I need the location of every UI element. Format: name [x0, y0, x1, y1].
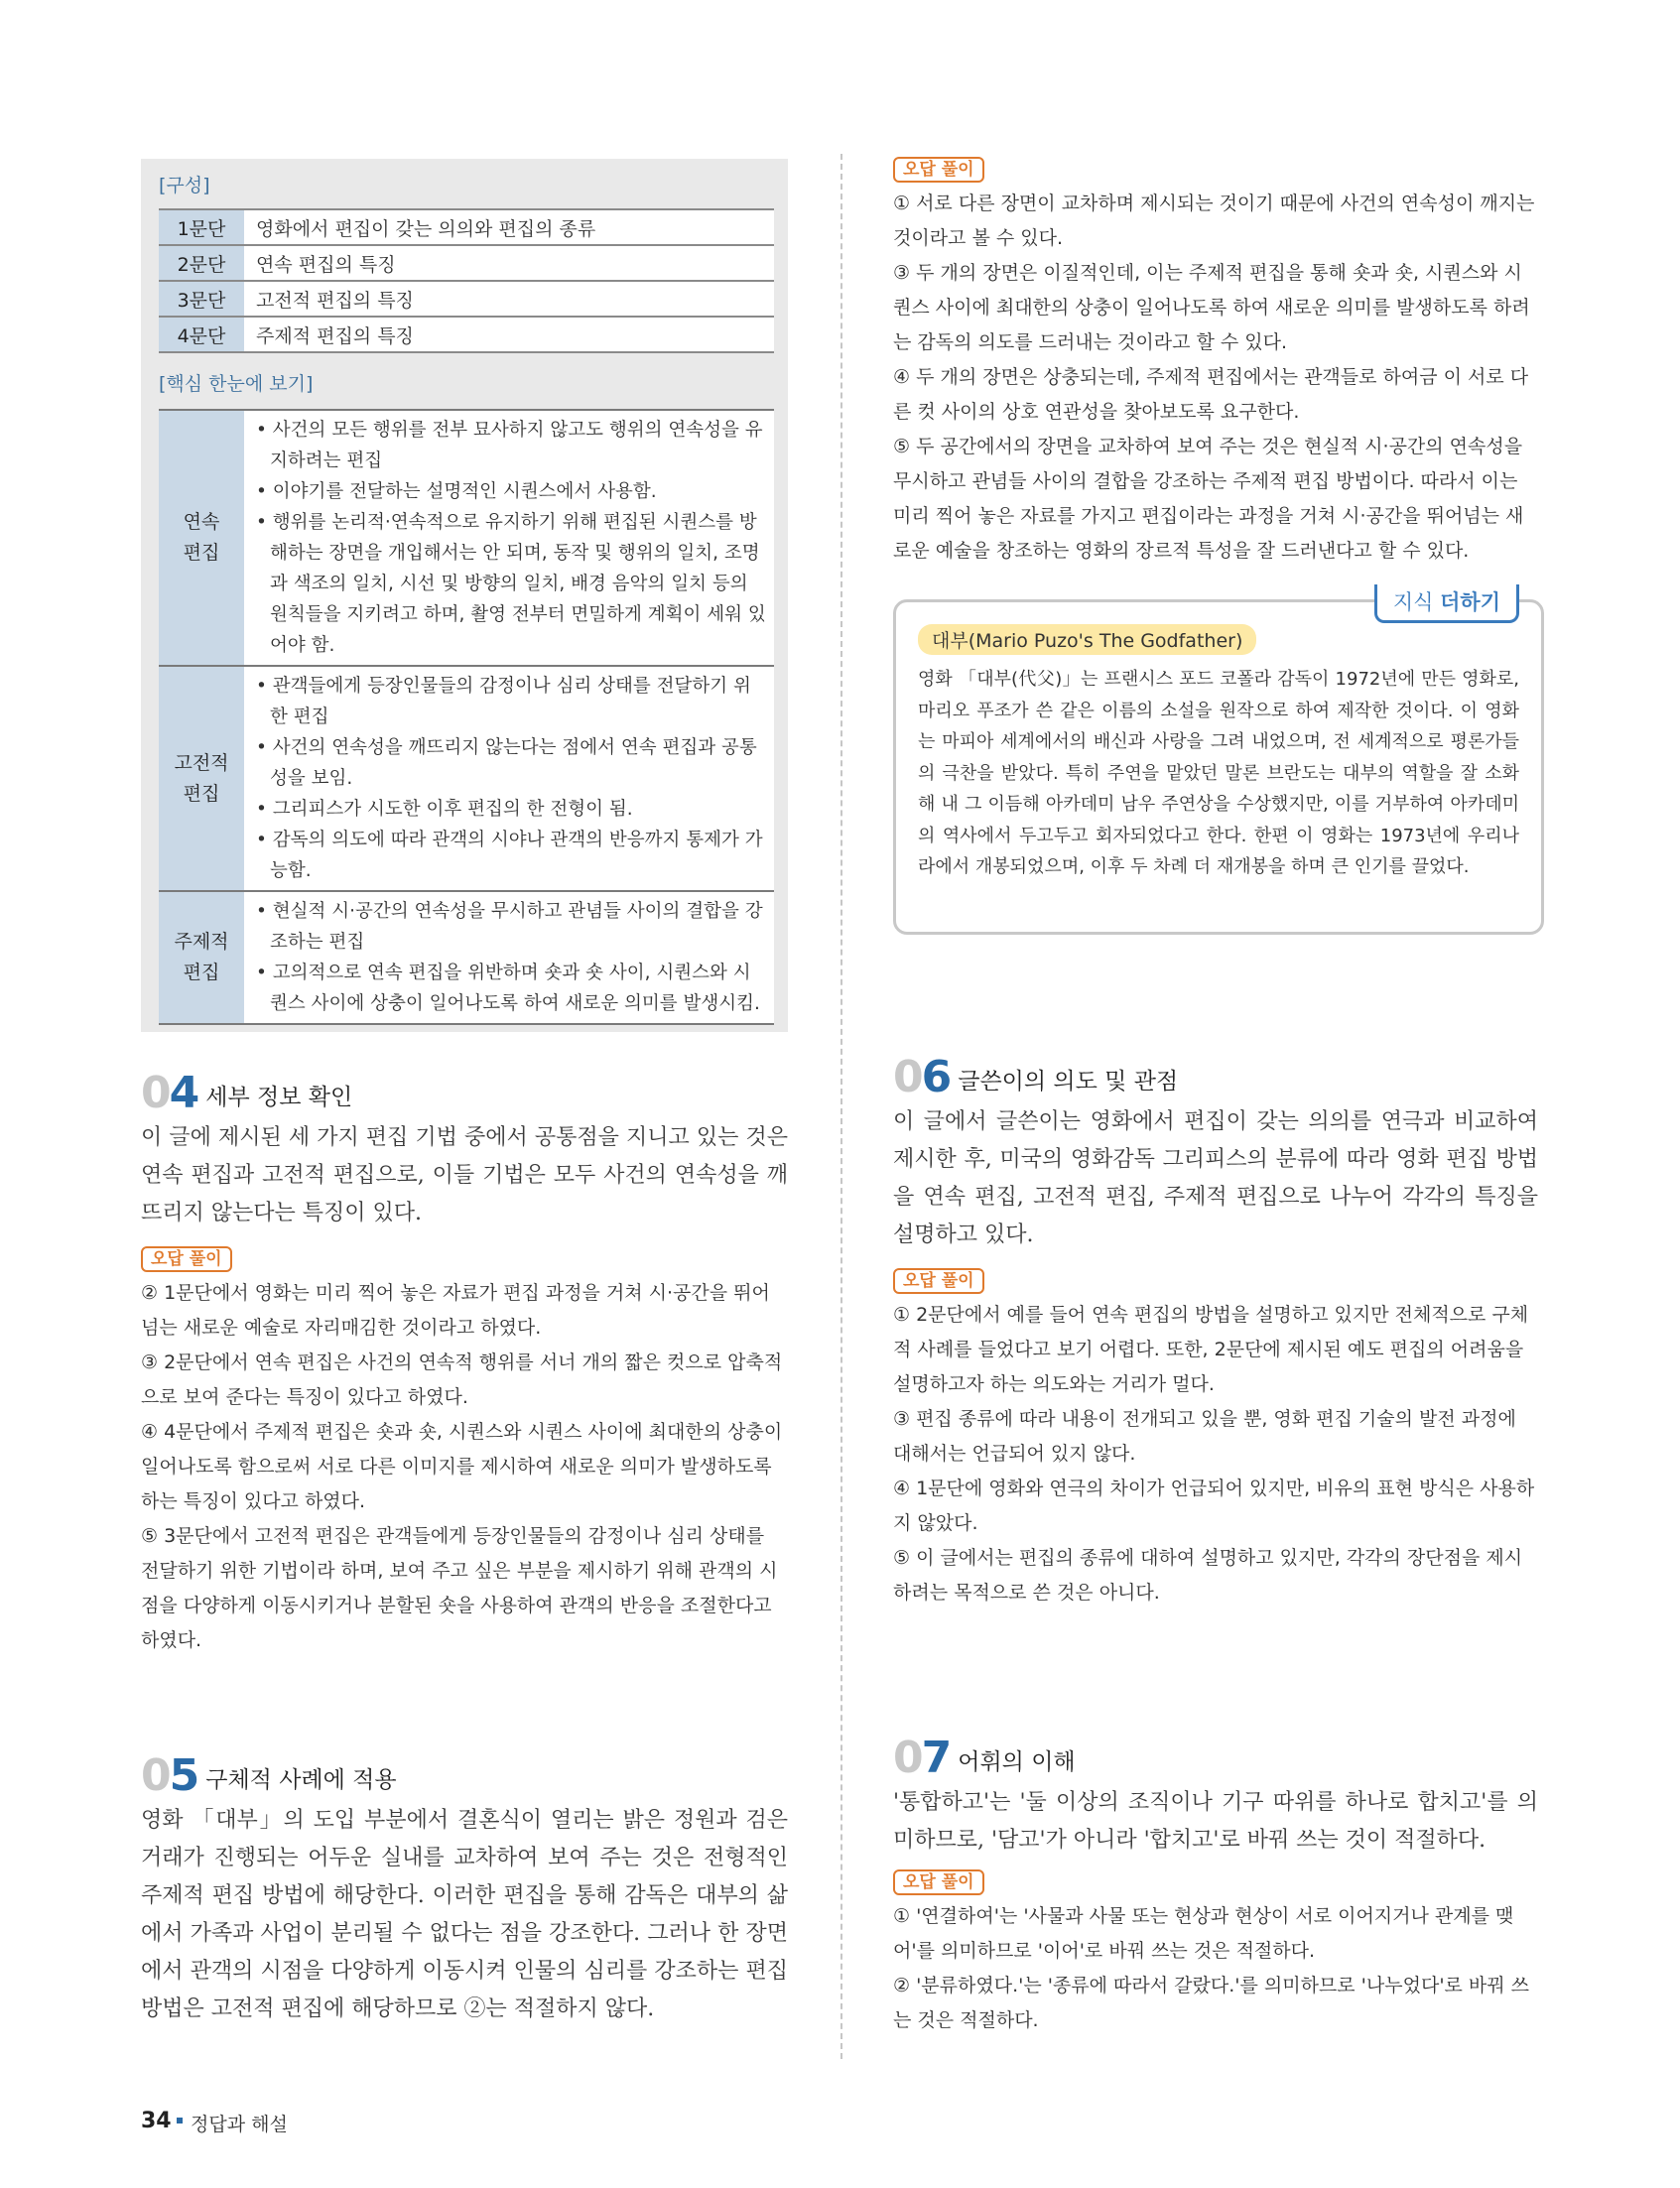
- question-heading: [141, 1750, 788, 1801]
- knowledge-tab-suffix: 더하기: [1440, 590, 1500, 614]
- core-item: • 이야기를 전달하는 설명적인 시퀀스에서 사용함.: [256, 481, 657, 502]
- wrong-answer-badge: 오답 풀이: [893, 157, 984, 183]
- wrong-answer-list: [893, 1899, 1538, 2038]
- structure-row: [159, 281, 774, 317]
- structure-row: [159, 317, 774, 352]
- structure-value: 고전적 편집의 특징: [244, 281, 774, 317]
- structure-label: [구성]: [159, 175, 210, 196]
- wrong-answer-badge: 오답 풀이: [141, 1246, 232, 1272]
- wrong-answer-item: ④ 두 개의 장면은 상충되는데, 주제적 편집에서는 관객들로 하여금 이 서로 다른 컷 사이의 상호 연관성을 찾아보도록 요구한다.: [893, 366, 1529, 423]
- core-table: [159, 409, 774, 1025]
- summary-box: [141, 159, 788, 1032]
- question-title: 세부 정보 확인: [205, 1085, 353, 1110]
- answer-explanation: '통합하고'는 '둘 이상의 조직이나 기구 따위를 하나로 합치고'를 의미하므로, '담고'가 아니라 '합치고'로 바꿔 쓰는 것이 적절하다.: [893, 1790, 1538, 1853]
- answer-explanation: 이 글에 제시된 세 가지 편집 기법 중에서 공통점을 지니고 있는 것은 연속 편집과 고전적 편집으로, 이들 기법은 모두 사건의 연속성을 깨뜨리지 않는다는 특징이 있다.: [141, 1125, 788, 1225]
- core-item: • 고의적으로 연속 편집을 위반하며 숏과 숏 사이, 시퀀스와 시퀀스 사이에 상충이 일어나도록 하여 새로운 의미를 발생시킴.: [256, 963, 760, 1014]
- question-heading: [893, 1733, 1538, 1783]
- q3-wrong-section: [893, 157, 1538, 569]
- wrong-answer-item: ④ 4문단에서 주제적 편집은 숏과 숏, 시퀀스와 시퀀스 사이에 최대한의 상충이 일어나도록 함으로써 서로 다른 이미지를 제시하여 새로운 의미가 발생하도록 하는 특징이 있다고 하였다.: [141, 1421, 783, 1512]
- knowledge-title: 대부(Mario Puzo's The Godfather): [918, 624, 1256, 655]
- question-04: [141, 1068, 788, 1658]
- footer-label: 정답과 해설: [191, 2114, 288, 2135]
- wrong-answer-badge: 오답 풀이: [893, 1268, 984, 1294]
- core-item: • 사건의 모든 행위를 전부 묘사하지 않고도 행위의 연속성을 유지하려는 편집: [256, 420, 763, 471]
- answer-explanation: 이 글에서 글쓴이는 영화에서 편집이 갖는 의의를 연극과 비교하여 제시한 후, 미국의 영화감독 그리피스의 분류에 따라 영화 편집 방법을 연속 편집, 고전적 편집, 주제적 편집으로 나누어 각각의 특징을 설명하고 있다.: [893, 1109, 1538, 1247]
- knowledge-body: 영화 「대부(代父)」는 프랜시스 포드 코폴라 감독이 1972년에 만든 영화로, 마리오 푸조가 쓴 같은 이름의 소설을 원작으로 하여 제작한 것이다. 이 영화는 마피아 세계에서의 배신과 사랑을 그려 내었으며, 전 세계적으로 평론가들의 극찬을 받았다. 특히 주연을 맡았던 말론 브란도는 대부의 역할을 잘 소화해 내 그 이듬해 아카데미 남우 주연상을 수상했지만, 이를 거부하여 아카데미의 역사에서 두고두고 회자되었다고 한다. 한편 이 영화는 1973년에 우리나라에서 개봉되었으며, 이후 두 차례 더 재개봉을 하며 큰 인기를 끌었다.: [918, 669, 1519, 877]
- answer-explanation: 영화 「대부」의 도입 부분에서 결혼식이 열리는 밝은 정원과 검은 거래가 진행되는 어두운 실내를 교차하여 보여 주는 것은 전형적인 주제적 편집 방법에 해당한다. 이러한 편집을 통해 감독은 대부의 삶에서 가족과 사업이 분리될 수 없다는 점을 강조한다. 그러나 한 장면에서 관객의 시점을 다양하게 이동시켜 인물의 심리를 강조하는 편집 방법은 고전적 편집에 해당하므로 ②는 적절하지 않다.: [141, 1808, 788, 2021]
- wrong-answer-item: ② 1문단에서 영화는 미리 찍어 놓은 자료가 편집 과정을 거쳐 시·공간을 뛰어넘는 새로운 예술로 자리매김한 것이라고 하였다.: [141, 1282, 770, 1339]
- wrong-answer-item: ⑤ 3문단에서 고전적 편집은 관객들에게 등장인물들의 감정이나 심리 상태를 전달하기 위한 기법이라 하며, 보여 주고 싶은 부분을 제시하기 위해 관객의 시점을 다양하게 이동시키거나 분할된 숏을 사용하여 관객의 반응을 조절한다고 하였다.: [141, 1525, 778, 1651]
- wrong-answer-item: ① 2문단에서 예를 들어 연속 편집의 방법을 설명하고 있지만 전체적으로 구체적 사례를 들었다고 보기 어렵다. 또한, 2문단에 제시된 예도 편집의 어려움을 설명하고자 하는 의도와는 거리가 멀다.: [893, 1304, 1529, 1395]
- wrong-answer-badge: 오답 풀이: [893, 1869, 984, 1895]
- structure-value: 영화에서 편집이 갖는 의의와 편집의 종류: [244, 209, 774, 245]
- wrong-answer-item: ② '분류하였다.'는 '종류에 따라서 갈랐다.'를 의미하므로 '나누었다'로 바꿔 쓰는 것은 적절하다.: [893, 1975, 1530, 2031]
- knowledge-tab: [1374, 584, 1519, 623]
- question-number: 06: [893, 1052, 951, 1102]
- question-05: [141, 1750, 788, 2028]
- core-items: [244, 892, 774, 1023]
- core-item: • 관객들에게 등장인물들의 감정이나 심리 상태를 전달하기 위한 편집: [256, 676, 751, 727]
- question-number: 04: [141, 1068, 198, 1118]
- structure-key: 3문단: [159, 281, 244, 317]
- wrong-answer-item: ③ 2문단에서 연속 편집은 사건의 연속적 행위를 서너 개의 짧은 컷으로 압축적으로 보여 준다는 특징이 있다고 하였다.: [141, 1351, 783, 1408]
- core-item: • 감독의 의도에 따라 관객의 시야나 관객의 반응까지 통제가 가능함.: [256, 830, 763, 881]
- structure-key: 1문단: [159, 209, 244, 245]
- wrong-answer-item: ① 서로 다른 장면이 교차하며 제시되는 것이기 때문에 사건의 연속성이 깨지는 것이라고 볼 수 있다.: [893, 193, 1535, 249]
- question-title: 어휘의 이해: [958, 1749, 1076, 1775]
- structure-row: [159, 209, 774, 245]
- core-key: 고전적 편집: [159, 667, 244, 890]
- question-07: [893, 1733, 1538, 2038]
- structure-value: 연속 편집의 특징: [244, 245, 774, 281]
- core-items: [244, 667, 774, 890]
- knowledge-tab-prefix: 지식: [1392, 590, 1434, 614]
- footer-bullet: [177, 2118, 183, 2124]
- wrong-answer-item: ⑤ 이 글에서는 편집의 종류에 대하여 설명하고 있지만, 각각의 장단점을 제시하려는 목적으로 쓴 것은 아니다.: [893, 1547, 1523, 1604]
- core-label: [핵심 한눈에 보기]: [159, 373, 314, 395]
- structure-key: 2문단: [159, 245, 244, 281]
- wrong-answer-item: ⑤ 두 공간에서의 장면을 교차하여 보여 주는 것은 현실적 시·공간의 연속성을 무시하고 관념들 사이의 결합을 강조하는 주제적 편집 방법이다. 따라서 이는 미리 찍어 놓은 자료를 가지고 편집이라는 과정을 거쳐 시·공간을 뛰어넘는 새로운 예술을 창조하는 영화의 장르적 특성을 잘 드러낸다고 할 수 있다.: [893, 436, 1524, 562]
- wrong-answer-list: [893, 1298, 1538, 1610]
- core-key: 연속 편집: [159, 411, 244, 665]
- core-item: • 사건의 연속성을 깨뜨리지 않는다는 점에서 연속 편집과 공통성을 보임.: [256, 737, 757, 789]
- structure-key: 4문단: [159, 317, 244, 352]
- question-heading: [893, 1052, 1538, 1102]
- structure-table: [159, 208, 774, 353]
- question-heading: [141, 1068, 788, 1118]
- wrong-answer-item: ③ 편집 종류에 따라 내용이 전개되고 있을 뿐, 영화 편집 기술의 발전 과정에 대해서는 언급되어 있지 않다.: [893, 1408, 1516, 1465]
- wrong-answer-list: [893, 187, 1538, 569]
- core-item: • 행위를 논리적·연속적으로 유지하기 위해 편집된 시퀀스를 방해하는 장면을 개입해서는 안 되며, 동작 및 행위의 일치, 조명과 색조의 일치, 시선 및 방향의 일치, 배경 음악의 일치 등의 원칙들을 지키려고 하며, 촬영 전부터 면밀하게 계획이 세워 있어야 함.: [256, 512, 766, 656]
- question-title: 구체적 사례에 적용: [205, 1767, 397, 1793]
- wrong-answer-item: ③ 두 개의 장면은 이질적인데, 이는 주제적 편집을 통해 숏과 숏, 시퀀스와 시퀀스 사이에 최대한의 상충이 일어나도록 하여 새로운 의미를 발생하도록 하려는 감독의 의도를 드러내는 것이라고 할 수 있다.: [893, 262, 1530, 353]
- structure-value: 주제적 편집의 특징: [244, 317, 774, 352]
- knowledge-box: [893, 590, 1544, 935]
- core-row: [159, 665, 774, 890]
- wrong-answer-item: ① '연결하여'는 '사물과 사물 또는 현상과 현상이 서로 이어지거나 관계를 맺어'를 의미하므로 '이어'로 바꿔 쓰는 것은 적절하다.: [893, 1905, 1514, 1962]
- core-items: [244, 411, 774, 665]
- core-row: [159, 409, 774, 665]
- question-06: [893, 1052, 1538, 1610]
- question-number: 05: [141, 1750, 198, 1801]
- wrong-answer-item: ④ 1문단에 영화와 연극의 차이가 언급되어 있지만, 비유의 표현 방식은 사용하지 않았다.: [893, 1478, 1535, 1534]
- wrong-answer-list: [141, 1276, 788, 1658]
- core-item: • 그리피스가 시도한 이후 편집의 한 전형이 됨.: [256, 799, 633, 820]
- page-number: 34: [141, 2109, 172, 2133]
- core-item: • 현실적 시·공간의 연속성을 무시하고 관념들 사이의 결합을 강조하는 편집: [256, 901, 763, 953]
- core-key: 주제적 편집: [159, 892, 244, 1023]
- question-number: 07: [893, 1733, 951, 1783]
- column-divider: [840, 154, 842, 2059]
- core-row: [159, 890, 774, 1025]
- structure-row: [159, 245, 774, 281]
- question-title: 글쓴이의 의도 및 관점: [958, 1069, 1179, 1094]
